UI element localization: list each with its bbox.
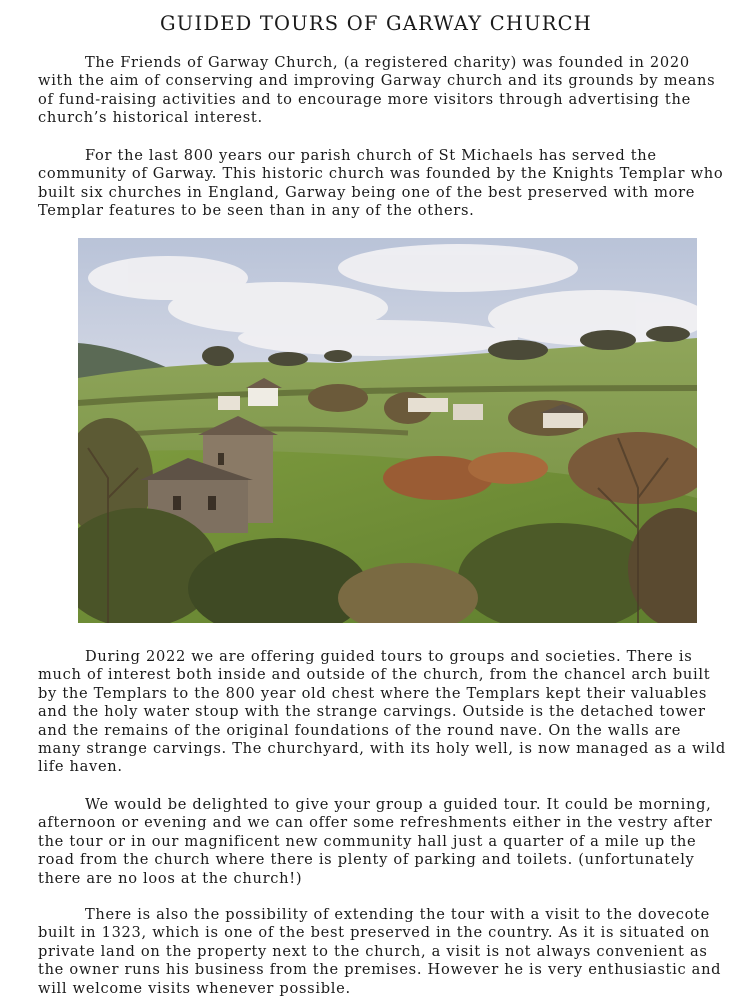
history-paragraph: For the last 800 years our parish church of St Michaels has served the community of Garway. This historic church was founded by the Knights Templar who built six churches in England, Garway being one of the best preserved with more Templar features to be seen than in any of the others. bbox=[38, 147, 724, 220]
dovecote-paragraph: There is also the possibility of extending the tour with a visit to the dovecote built in 1323, which is one of the best preserved in the country. As it is situated on private land on the property next to the church, a visit is not always convenient as the owner runs his business from the premises. However he is very enthusiastic and will welcome visits whenever possible. bbox=[38, 906, 722, 997]
church-landscape-photo bbox=[78, 238, 697, 623]
page-title: GUIDED TOURS OF GARWAY CHURCH bbox=[160, 12, 592, 35]
intro-paragraph: The Friends of Garway Church, (a registered charity) was founded in 2020 with the aim of conserving and improving Garway church and its grounds by means of fund-raising activities and to encourage more visitors through advertising the church’s historical interest. bbox=[38, 54, 716, 127]
tours-paragraph: During 2022 we are offering guided tours to groups and societies. There is much of interest both inside and outside of the church, from the chancel arch built by the Templars to the 800 year old chest where the Templars kept their valuables and the holy water stoup with the strange carvings. Outside is the detached tower and the remains of the original foundations of the round nave. On the walls are many strange carvings. The churchyard, with its holy well, is now managed as a wild life haven. bbox=[38, 648, 726, 776]
guided-tour-paragraph: We would be delighted to give your group a guided tour. It could be morning, afternoon or evening and we can offer some refreshments either in the vestry after the tour or in our magnificent new community hall just a quarter of a mile up the road from the church where there is plenty of parking and toilets. (unfortunately there are no loos at the church!) bbox=[38, 796, 713, 887]
